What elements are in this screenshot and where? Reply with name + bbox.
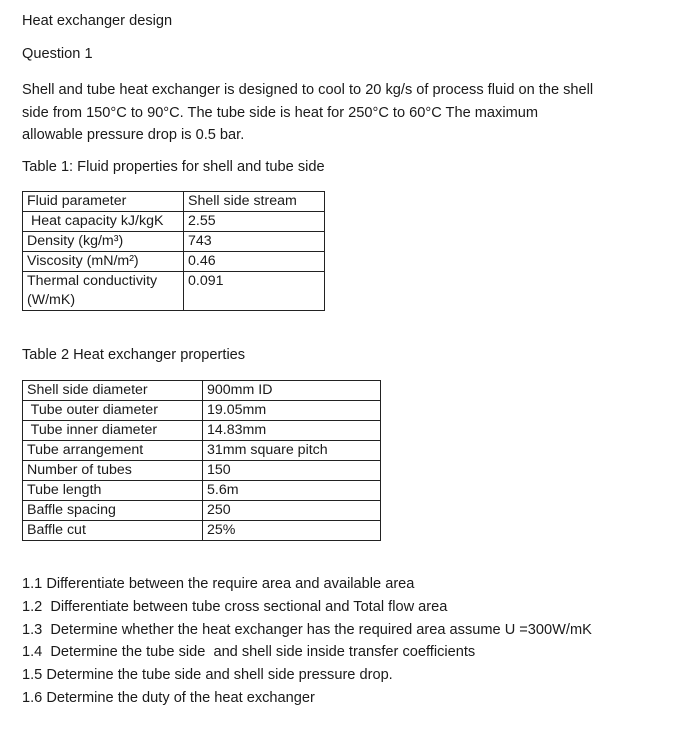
table-cell: 5.6m	[203, 481, 381, 501]
table-row	[23, 232, 325, 252]
question-item: 1.6 Determine the duty of the heat exchanger	[22, 690, 315, 706]
table-cell: Tube length	[23, 481, 203, 501]
table-row	[23, 461, 381, 481]
table-row	[23, 501, 381, 521]
table-cell: Shell side diameter	[23, 381, 203, 401]
table-cell: 14.83mm	[203, 421, 381, 441]
problem-statement	[22, 79, 642, 147]
table-cell: Heat capacity kJ/kgK	[23, 212, 184, 232]
fluid-properties-table	[22, 191, 325, 311]
table-cell: Number of tubes	[23, 461, 203, 481]
table-row	[23, 401, 381, 421]
table-cell: 150	[203, 461, 381, 481]
table-cell: 31mm square pitch	[203, 441, 381, 461]
problem-line: Shell and tube heat exchanger is designed to cool to 20 kg/s of process fluid on the shell	[22, 82, 594, 98]
question-item: 1.4 Determine the tube side and shell side inside transfer coefficients	[22, 644, 476, 660]
problem-line: side from 150°C to 90°C. The tube side is heat for 250°C to 60°C The maximum	[22, 104, 538, 121]
table-cell: 0.46	[184, 252, 325, 272]
question-item: 1.3 Determine whether the heat exchanger has the required area assume U =300W/mK	[22, 622, 592, 638]
table-cell: 0.091	[184, 272, 325, 311]
heat-exchanger-properties-table	[22, 380, 381, 541]
table-row	[23, 192, 325, 212]
table-header-cell: Fluid parameter	[23, 192, 184, 212]
table-row	[23, 252, 325, 272]
table-cell: Density (kg/m³)	[23, 232, 184, 252]
table-cell: 900mm ID	[203, 381, 381, 401]
table-cell: Baffle cut	[23, 521, 203, 541]
table-row	[23, 212, 325, 232]
table-header-cell: Shell side stream	[184, 192, 325, 212]
table-row	[23, 441, 381, 461]
table-cell: 19.05mm	[203, 401, 381, 421]
table-cell: 2.55	[184, 212, 325, 232]
problem-line: allowable pressure drop is 0.5 bar.	[22, 127, 245, 143]
table-row	[23, 272, 325, 311]
table-cell: Viscosity (mN/m²)	[23, 252, 184, 272]
table2-caption: Table 2 Heat exchanger properties	[22, 347, 246, 363]
table-cell: Tube arrangement	[23, 441, 203, 461]
table1-caption: Table 1: Fluid properties for shell and tube side	[22, 159, 325, 175]
table-cell: 25%	[203, 521, 381, 541]
document-title: Heat exchanger design	[22, 13, 173, 29]
table-cell: 743	[184, 232, 325, 252]
table-cell: Baffle spacing	[23, 501, 203, 521]
question-item: 1.1 Differentiate between the require area and available area	[22, 576, 415, 592]
question-item: 1.2 Differentiate between tube cross sectional and Total flow area	[22, 599, 448, 615]
table-cell: Tube outer diameter	[23, 401, 203, 421]
question-item: 1.5 Determine the tube side and shell side pressure drop.	[22, 667, 393, 683]
table-row	[23, 421, 381, 441]
table-cell: Tube inner diameter	[23, 421, 203, 441]
table-row	[23, 521, 381, 541]
table-row	[23, 481, 381, 501]
table-row	[23, 381, 381, 401]
table-cell: Thermal conductivity (W/mK)	[23, 272, 184, 311]
table-cell: 250	[203, 501, 381, 521]
question-label: Question 1	[22, 46, 93, 62]
